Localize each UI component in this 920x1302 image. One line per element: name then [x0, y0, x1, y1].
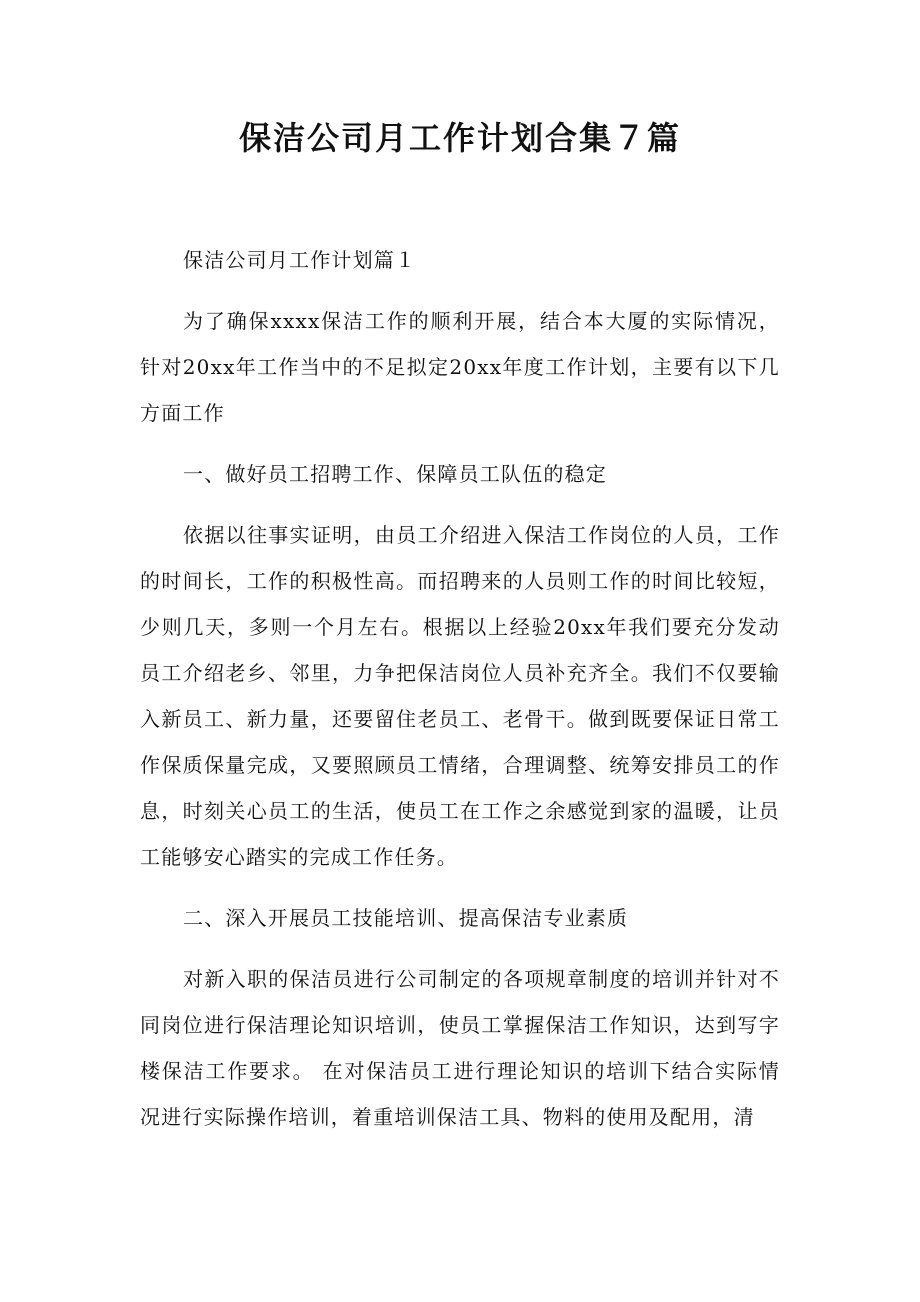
section-heading: 二、深入开展员工技能培训、提高保洁专业素质 [183, 906, 629, 930]
paragraph: 对新入职的保洁员进行公司制定的各项规章制度的培训并针对不同岗位进行保洁理论知识培训，使员工掌握保洁工作知识，达到写字楼保洁工作要求。 在对保洁员工进行理论知识的培训下结合实际情况进行实际操作培训，着重培训保洁工具、物料的使用及配用，清 [140, 967, 780, 1129]
section-heading: 保洁公司月工作计划篇１ [183, 248, 417, 272]
section-heading: 一、做好员工招聘工作、保障员工队伍的稳定 [183, 462, 607, 486]
paragraph: 为了确保xxxx保洁工作的顺利开展，结合本大厦的实际情况，针对20xx年工作当中的不足拟定20xx年度工作计划，主要有以下几方面工作 [140, 309, 780, 425]
document-body [140, 237, 780, 1140]
document-title: 保洁公司月工作计划合集７篇 [238, 119, 681, 157]
paragraph: 依据以往事实证明，由员工介绍进入保洁工作岗位的人员，工作的时间长，工作的积极性高。而招聘来的人员则工作的时间比较短，少则几天，多则一个月左右。根据以上经验20xx年我们要充分发动员工介绍老乡、邻里，力争把保洁岗位人员补充齐全。我们不仅要输入新员工、新力量，还要留住老员工、老骨干。做到既要保证日常工作保质保量完成，又要照顾员工情绪，合理调整、统筹安排员工的作息，时刻关心员工的生活，使员工在工作之余感觉到家的温暖，让员工能够安心踏实的完成工作任务。 [140, 523, 780, 869]
